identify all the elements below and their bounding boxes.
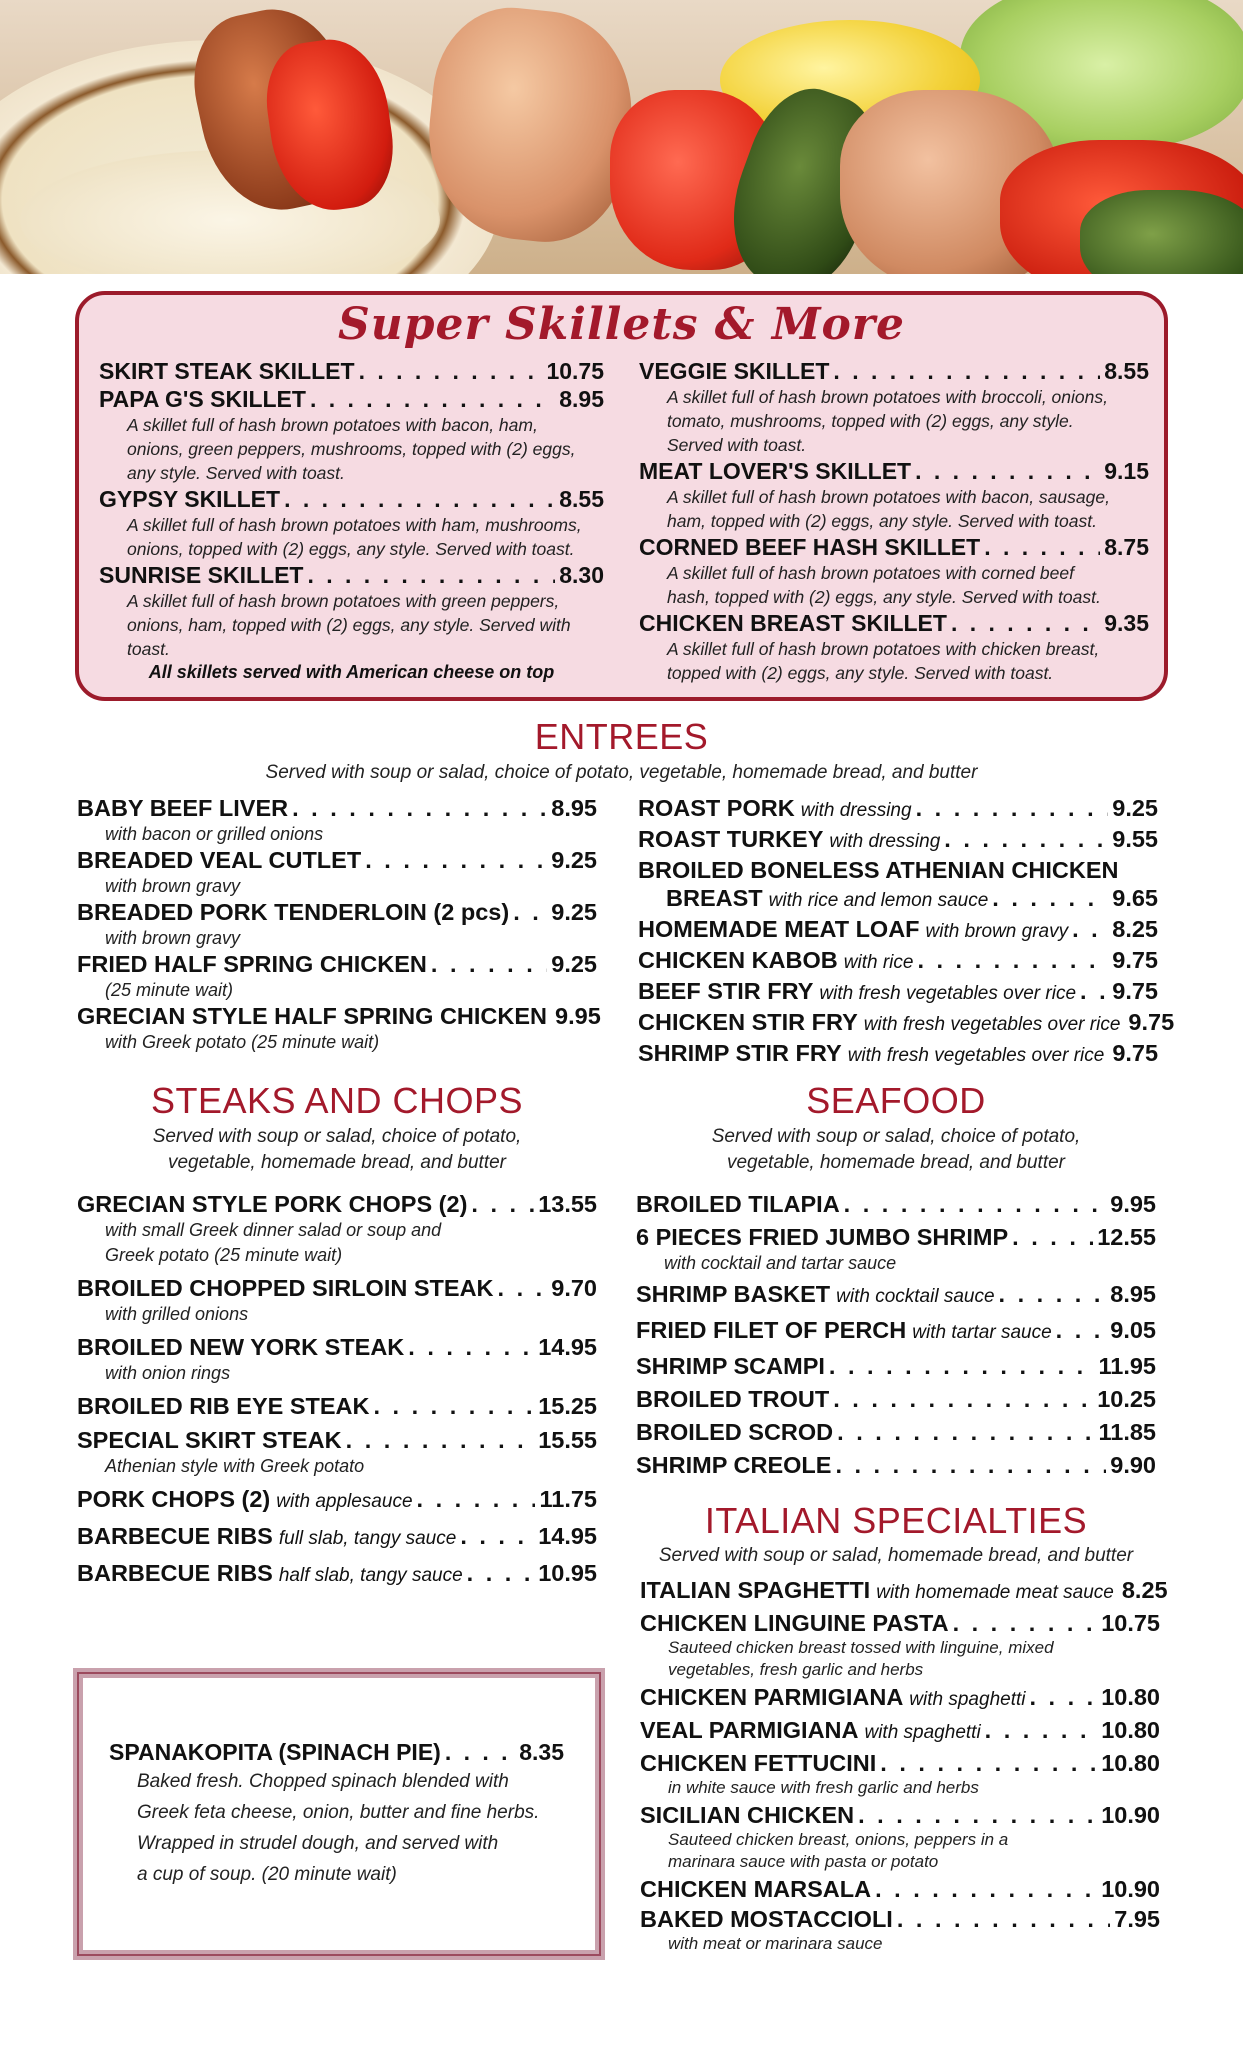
skillets-section (75, 291, 1168, 701)
item-name: CHICKEN MARSALA (640, 1876, 872, 1902)
item-description: with cocktail and tartar sauce (664, 1253, 897, 1273)
item-name: SPANAKOPITA (SPINACH PIE) (109, 1739, 441, 1765)
item-price: 7.95 (1114, 1906, 1160, 1932)
leader-dots (1029, 1683, 1097, 1711)
item-description: A skillet full of hash brown potatoes with chicken breast, (667, 639, 1100, 659)
item-price: 9.95 (555, 1003, 601, 1029)
item-name: FRIED FILET OF PERCH (636, 1317, 907, 1343)
leader-dots (498, 1274, 548, 1302)
menu-item (77, 1333, 597, 1361)
skillets-footnote: All skillets served with American cheese on top (148, 662, 555, 682)
item-name: FRIED HALF SPRING CHICKEN (77, 951, 427, 977)
item-price: 9.75 (1112, 1040, 1159, 1066)
leader-dots (307, 561, 555, 589)
item-description: Athenian style with Greek potato (105, 1456, 365, 1476)
menu-item (640, 1749, 1160, 1777)
item-note: with fresh vegetables over rice (819, 983, 1077, 1004)
item-price: 15.55 (538, 1427, 597, 1453)
item-price: 8.75 (1104, 534, 1149, 560)
menu-item (636, 1451, 1156, 1479)
leader-dots (467, 1559, 535, 1587)
leader-dots (999, 1280, 1107, 1308)
item-price: 9.75 (1128, 1009, 1175, 1035)
item-description: Greek potato (25 minute wait) (105, 1245, 343, 1265)
leader-dots (513, 898, 547, 926)
leader-dots (359, 357, 543, 385)
item-description: with brown gravy (105, 928, 241, 948)
menu-item (99, 561, 604, 589)
menu-item (99, 485, 604, 513)
item-description: A skillet full of hash brown potatoes with corned beef (667, 563, 1074, 583)
item-name: CHICKEN FETTUCINI (640, 1750, 877, 1776)
leader-dots (833, 357, 1100, 385)
italian-column (640, 1576, 1168, 1955)
menu-item (639, 609, 1149, 637)
item-name: CHICKEN STIR FRY (638, 1009, 858, 1035)
item-price: 9.25 (551, 847, 597, 873)
item-price: 9.25 (1112, 795, 1158, 821)
menu-item (638, 946, 1158, 977)
menu-item (640, 1801, 1160, 1829)
item-description: Greek feta cheese, onion, butter and fine herbs. (137, 1802, 540, 1823)
item-name: GRECIAN STYLE HALF SPRING CHICKEN (77, 1003, 548, 1029)
menu-item (638, 856, 1158, 884)
steaks-column (77, 1190, 597, 1590)
item-price: 10.95 (538, 1560, 597, 1586)
item-description: vegetables, fresh garlic and herbs (668, 1660, 924, 1679)
leader-dots (953, 1609, 1098, 1637)
leader-dots (837, 1418, 1094, 1446)
item-note: with rice (843, 952, 914, 973)
item-note: with cocktail sauce (836, 1286, 995, 1307)
menu-item (77, 794, 597, 822)
menu-item (636, 1190, 1156, 1218)
item-name: ROAST TURKEY (638, 826, 824, 852)
menu-item (638, 915, 1158, 946)
item-name: GYPSY SKILLET (99, 486, 281, 512)
item-name: CHICKEN LINGUINE PASTA (640, 1610, 949, 1636)
leader-dots (915, 457, 1100, 485)
item-price: 9.95 (1110, 1191, 1156, 1217)
item-price: 8.35 (519, 1739, 564, 1765)
item-name: ITALIAN SPAGHETTI (640, 1577, 871, 1603)
item-name: HOMEMADE MEAT LOAF (638, 916, 920, 942)
menu-item (640, 1683, 1160, 1714)
item-price: 8.95 (559, 386, 604, 412)
item-price: 11.85 (1098, 1419, 1156, 1445)
item-price: 10.75 (546, 358, 604, 384)
menu-item (639, 533, 1149, 561)
green-pepper-shape (1080, 190, 1243, 274)
menu-item (640, 1576, 1168, 1607)
leader-dots (1072, 915, 1108, 943)
item-description: Served with toast. (667, 435, 807, 455)
skillets-right-column (639, 357, 1149, 685)
item-description: onions, ham, topped with (2) eggs, any style. Served with toast. (127, 615, 571, 659)
item-name: CHICKEN KABOB (638, 947, 838, 973)
leader-dots (875, 1875, 1097, 1903)
seafood-subtitle (636, 1124, 1156, 1176)
item-name: SKIRT STEAK SKILLET (99, 358, 355, 384)
item-description: A skillet full of hash brown potatoes with broccoli, onions, (667, 387, 1108, 407)
item-description: onions, green peppers, mushrooms, topped with (2) eggs, (127, 439, 576, 459)
item-price: 10.90 (1101, 1876, 1160, 1902)
item-note: with fresh vegetables over rice (847, 1045, 1105, 1066)
item-description: hash, topped with (2) eggs, any style. Served with toast. (667, 587, 1101, 607)
item-description: topped with (2) eggs, any style. Served with toast. (667, 663, 1054, 683)
steaks-title: STEAKS AND CHOPS (150, 1080, 524, 1121)
entrees-subtitle: Served with soup or salad, choice of potato, vegetable, homemade bread, and butter (265, 762, 978, 783)
menu-item (636, 1316, 1156, 1347)
item-note: with spaghetti (909, 1689, 1026, 1710)
item-note: with applesauce (276, 1491, 413, 1512)
item-price: 9.75 (1112, 947, 1158, 973)
item-description: Sauteed chicken breast, onions, peppers in a (668, 1830, 1009, 1849)
leader-dots (858, 1801, 1097, 1829)
item-description: with grilled onions (105, 1304, 249, 1324)
leader-dots (992, 884, 1108, 912)
leader-dots (897, 1905, 1110, 1933)
leader-dots (917, 946, 1108, 974)
item-name: SHRIMP CREOLE (636, 1452, 832, 1478)
item-name: PORK CHOPS (2) (77, 1486, 271, 1512)
item-price: 9.65 (1112, 885, 1158, 911)
item-note: full slab, tangy sauce (278, 1528, 457, 1549)
steaks-subtitle-line: vegetable, homemade bread, and butter (167, 1152, 506, 1173)
menu-item (640, 1609, 1160, 1637)
menu-item (640, 1875, 1160, 1903)
item-name: BROILED RIB EYE STEAK (77, 1393, 370, 1419)
leader-dots (1080, 977, 1108, 1005)
menu-item (99, 385, 604, 413)
menu-item (639, 357, 1149, 385)
item-price: 9.25 (551, 899, 597, 925)
leader-dots (833, 1385, 1093, 1413)
item-description: ham, topped with (2) eggs, any style. Served with toast. (667, 511, 1097, 531)
item-name: 6 PIECES FRIED JUMBO SHRIMP (636, 1224, 1009, 1250)
seafood-subtitle-line: vegetable, homemade bread, and butter (726, 1152, 1065, 1173)
item-name: SPECIAL SKIRT STEAK (77, 1427, 342, 1453)
leader-dots (471, 1190, 534, 1218)
menu-item (77, 1190, 597, 1218)
menu-item (109, 1738, 564, 1766)
menu-item (77, 1559, 597, 1590)
leader-dots (365, 846, 547, 874)
steaks-subtitle (77, 1124, 597, 1176)
item-name: CHICKEN PARMIGIANA (640, 1684, 904, 1710)
leader-dots (829, 1352, 1095, 1380)
menu-item (77, 1485, 597, 1516)
spanakopita-content (109, 1738, 564, 1890)
item-price: 10.90 (1101, 1802, 1160, 1828)
menu-item (638, 794, 1158, 825)
item-name: CORNED BEEF HASH SKILLET (639, 534, 981, 560)
seafood-subtitle-line: Served with soup or salad, choice of potato, (711, 1126, 1081, 1147)
menu-item (636, 1418, 1156, 1446)
menu-item (640, 1716, 1160, 1747)
item-description: with brown gravy (105, 876, 241, 896)
item-name: BROILED CHOPPED SIRLOIN STEAK (77, 1275, 494, 1301)
entrees-left-column (77, 794, 601, 1054)
item-description: with meat or marinara sauce (668, 1934, 883, 1953)
item-note: with rice and lemon sauce (768, 890, 989, 911)
leader-dots (916, 794, 1109, 822)
menu-item (636, 1280, 1156, 1311)
leader-dots (292, 794, 547, 822)
item-description: with onion rings (105, 1363, 231, 1383)
item-name: BREAST (666, 885, 763, 911)
item-name: BARBECUE RIBS (77, 1523, 273, 1549)
skillets-title: Super Skillets & More (337, 299, 906, 350)
item-price: 10.80 (1101, 1717, 1160, 1743)
menu-item (77, 1522, 597, 1553)
spanakopita-box (73, 1668, 605, 1960)
leader-dots (346, 1426, 535, 1454)
italian-title: ITALIAN SPECIALTIES (704, 1500, 1088, 1541)
item-description: tomato, mushrooms, topped with (2) eggs, any style. (667, 411, 1074, 431)
menu-item (99, 357, 604, 385)
item-description: onions, topped with (2) eggs, any style. Served with toast. (127, 539, 575, 559)
item-name: BROILED TILAPIA (636, 1191, 840, 1217)
seafood-column (636, 1190, 1156, 1479)
leader-dots (445, 1738, 515, 1766)
item-price: 8.30 (559, 562, 604, 588)
item-price: 9.05 (1110, 1317, 1156, 1343)
item-price: 8.55 (1104, 358, 1149, 384)
item-name: BREADED PORK TENDERLOIN (2 pcs) (77, 899, 510, 925)
item-name: BEEF STIR FRY (638, 978, 814, 1004)
menu-item (77, 898, 597, 926)
hero-food-photo (0, 0, 1243, 274)
item-note: with dressing (829, 831, 941, 852)
item-name: BROILED SCROD (636, 1419, 834, 1445)
item-price: 8.95 (1110, 1281, 1156, 1307)
leader-dots (460, 1522, 534, 1550)
item-price: 10.80 (1101, 1750, 1160, 1776)
item-name: SUNRISE SKILLET (99, 562, 304, 588)
menu-item (77, 950, 597, 978)
menu-item (77, 1392, 597, 1420)
item-description: Wrapped in strudel dough, and served with (137, 1833, 499, 1854)
skillets-left-column (99, 357, 604, 661)
item-name: PAPA G'S SKILLET (99, 386, 306, 412)
item-name: ROAST PORK (638, 795, 795, 821)
menu-item (638, 884, 1158, 915)
item-description: with small Greek dinner salad or soup and (105, 1220, 442, 1240)
item-name: GRECIAN STYLE PORK CHOPS (2) (77, 1191, 468, 1217)
item-note: with tartar sauce (912, 1322, 1052, 1343)
item-name: VEAL PARMIGIANA (640, 1717, 859, 1743)
leader-dots (844, 1190, 1107, 1218)
leader-dots (985, 1716, 1098, 1744)
item-price: 11.75 (539, 1486, 597, 1512)
menu-item (636, 1385, 1156, 1413)
item-description: A skillet full of hash brown potatoes with ham, mushrooms, (127, 515, 582, 535)
leader-dots (284, 485, 555, 513)
item-description: marinara sauce with pasta or potato (668, 1852, 939, 1871)
item-note: with fresh vegetables over rice (863, 1014, 1121, 1035)
item-description: a cup of soup. (20 minute wait) (137, 1864, 397, 1885)
item-name: BAKED MOSTACCIOLI (640, 1906, 893, 1932)
menu-item (77, 1002, 601, 1030)
menu-item (639, 457, 1149, 485)
item-description: Baked fresh. Chopped spinach blended with (137, 1771, 509, 1792)
item-price: 8.25 (1112, 916, 1158, 942)
item-price: 10.75 (1101, 1610, 1160, 1636)
item-description: A skillet full of hash brown potatoes with green peppers, (127, 591, 560, 611)
item-price: 10.80 (1101, 1684, 1160, 1710)
item-name: BROILED TROUT (636, 1386, 830, 1412)
leader-dots (951, 609, 1100, 637)
leader-dots (1012, 1223, 1093, 1251)
leader-dots (373, 1392, 534, 1420)
seafood-title: SEAFOOD (806, 1080, 986, 1121)
menu-item (638, 1039, 1158, 1070)
item-price: 14.95 (538, 1334, 597, 1360)
leader-dots (408, 1333, 534, 1361)
leader-dots (984, 533, 1100, 561)
leader-dots (835, 1451, 1106, 1479)
menu-item (77, 1426, 597, 1454)
menu-item (638, 977, 1158, 1008)
item-description: in white sauce with fresh garlic and herbs (668, 1778, 979, 1797)
item-note: with dressing (800, 800, 912, 821)
leader-dots (431, 950, 547, 978)
item-price: 9.35 (1104, 610, 1149, 636)
item-name: MEAT LOVER'S SKILLET (639, 458, 912, 484)
menu-item (638, 825, 1158, 856)
menu-item (636, 1352, 1156, 1380)
item-price: 9.25 (551, 951, 597, 977)
item-name: BABY BEEF LIVER (77, 795, 289, 821)
menu-item (638, 1008, 1175, 1039)
item-name: CHICKEN BREAST SKILLET (639, 610, 947, 636)
item-name: SHRIMP BASKET (636, 1281, 831, 1307)
steaks-subtitle-line: Served with soup or salad, choice of potato, (152, 1126, 522, 1147)
entrees-right-column (638, 794, 1175, 1070)
italian-subtitle: Served with soup or salad, homemade bread, and butter (658, 1545, 1134, 1566)
item-description: with bacon or grilled onions (105, 824, 324, 844)
item-name: BROILED BONELESS ATHENIAN CHICKEN (638, 857, 1119, 883)
menu-item (77, 846, 597, 874)
item-price: 12.55 (1097, 1224, 1156, 1250)
menu-item (640, 1905, 1160, 1933)
item-price: 10.25 (1097, 1386, 1156, 1412)
item-price: 11.95 (1098, 1353, 1156, 1379)
item-description: any style. Served with toast. (127, 463, 345, 483)
item-price: 9.90 (1110, 1452, 1156, 1478)
item-price: 9.15 (1104, 458, 1149, 484)
item-price: 9.75 (1112, 978, 1158, 1004)
item-description: A skillet full of hash brown potatoes with bacon, ham, (127, 415, 538, 435)
item-price: 8.95 (551, 795, 597, 821)
item-name: SHRIMP STIR FRY (638, 1040, 842, 1066)
leader-dots (417, 1485, 536, 1513)
menu-item (77, 1274, 597, 1302)
item-name: SHRIMP SCAMPI (636, 1353, 825, 1379)
item-price: 14.95 (538, 1523, 597, 1549)
item-name: VEGGIE SKILLET (639, 358, 830, 384)
item-note: with homemade meat sauce (876, 1582, 1114, 1603)
item-name: SICILIAN CHICKEN (640, 1802, 855, 1828)
item-note: with spaghetti (864, 1722, 981, 1743)
item-description: with Greek potato (25 minute wait) (105, 1032, 380, 1052)
item-description: (25 minute wait) (105, 980, 234, 1000)
item-price: 9.55 (1112, 826, 1158, 852)
item-description: A skillet full of hash brown potatoes with bacon, sausage, (667, 487, 1110, 507)
item-description: Sauteed chicken breast tossed with linguine, mixed (668, 1638, 1054, 1657)
leader-dots (880, 1749, 1097, 1777)
item-price: 9.70 (551, 1275, 597, 1301)
item-name: BARBECUE RIBS (77, 1560, 273, 1586)
item-price: 15.25 (538, 1393, 597, 1419)
item-name: BROILED NEW YORK STEAK (77, 1334, 405, 1360)
leader-dots (944, 825, 1108, 853)
item-price: 13.55 (538, 1191, 597, 1217)
leader-dots (1056, 1316, 1107, 1344)
item-note: with brown gravy (925, 921, 1069, 942)
item-name: BREADED VEAL CUTLET (77, 847, 362, 873)
item-price: 8.25 (1121, 1577, 1168, 1603)
leader-dots (310, 385, 555, 413)
item-note: half slab, tangy sauce (278, 1565, 463, 1586)
item-price: 8.55 (559, 486, 604, 512)
menu-item (636, 1223, 1156, 1251)
entrees-title: ENTREES (534, 716, 709, 757)
